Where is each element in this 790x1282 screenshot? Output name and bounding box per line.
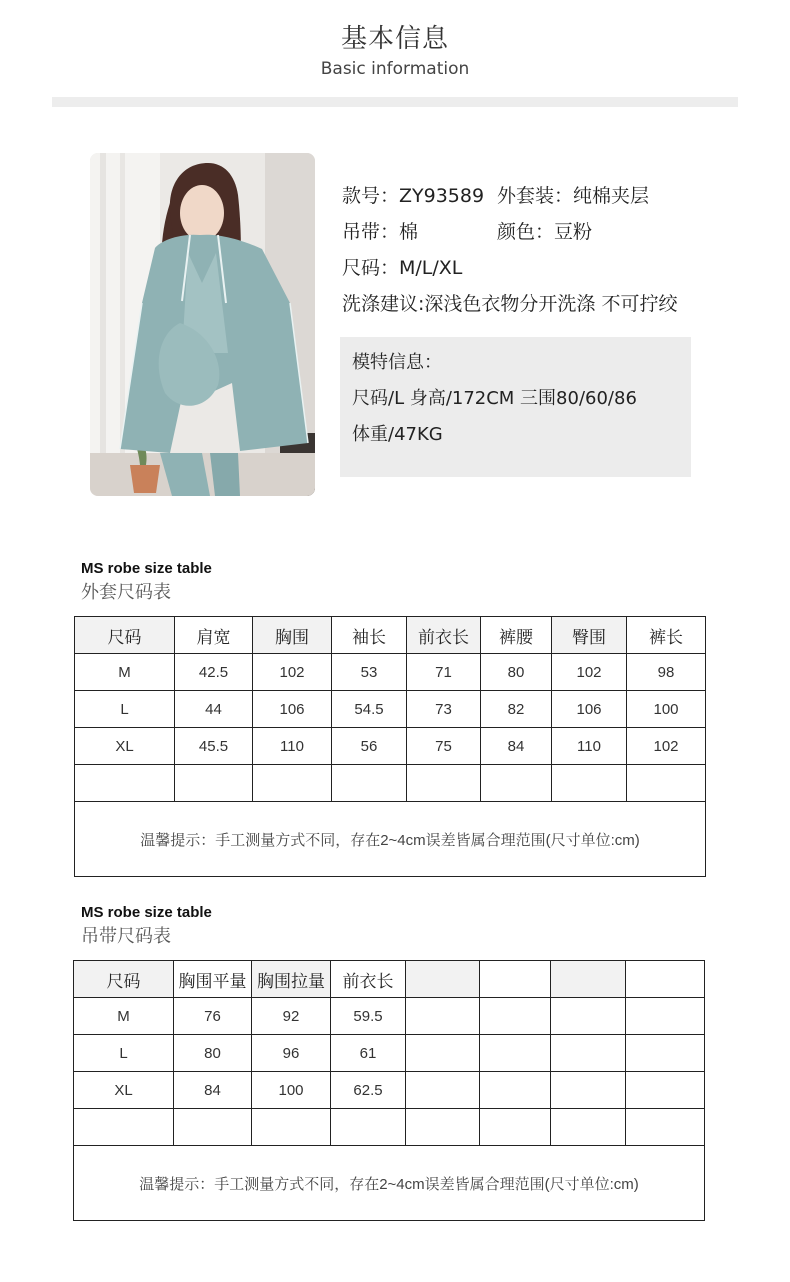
cell: 92 bbox=[252, 998, 331, 1035]
cell: 102 bbox=[552, 654, 627, 691]
table-row bbox=[74, 1072, 705, 1109]
info-row bbox=[342, 252, 677, 288]
table-header-row bbox=[74, 961, 705, 998]
cell: 84 bbox=[174, 1072, 252, 1109]
measurement-note: 温馨提示：手工测量方式不同，存在2~4cm误差皆属合理范围(尺寸单位:cm) bbox=[75, 802, 706, 877]
cell: 84 bbox=[481, 728, 552, 765]
header-empty bbox=[626, 961, 705, 998]
cell: XL bbox=[74, 1072, 174, 1109]
cell: 73 bbox=[407, 691, 481, 728]
cell: 106 bbox=[552, 691, 627, 728]
cell bbox=[551, 998, 626, 1035]
cell: 53 bbox=[332, 654, 407, 691]
cell: 76 bbox=[174, 998, 252, 1035]
table-title-en: MS robe size table bbox=[81, 904, 212, 921]
product-photo bbox=[90, 153, 315, 496]
cell: 54.5 bbox=[332, 691, 407, 728]
robe-size-table bbox=[74, 616, 706, 877]
header-chest-stretched: 胸围拉量 bbox=[252, 961, 331, 998]
cell bbox=[626, 998, 705, 1035]
header-hip: 臀围 bbox=[552, 617, 627, 654]
table-row-empty bbox=[75, 765, 706, 802]
cell bbox=[75, 765, 175, 802]
camisole-table-title bbox=[81, 904, 212, 948]
cell bbox=[406, 1109, 480, 1146]
cell: 44 bbox=[175, 691, 253, 728]
cell bbox=[175, 765, 253, 802]
header-empty bbox=[551, 961, 626, 998]
header-front-length: 前衣长 bbox=[407, 617, 481, 654]
cell bbox=[253, 765, 332, 802]
cell: 59.5 bbox=[331, 998, 406, 1035]
header-size: 尺码 bbox=[74, 961, 174, 998]
cell bbox=[74, 1109, 174, 1146]
camisole-material: 吊带：棉 bbox=[342, 221, 419, 243]
cell bbox=[252, 1109, 331, 1146]
cell: M bbox=[74, 998, 174, 1035]
header-empty bbox=[406, 961, 480, 998]
cell bbox=[406, 998, 480, 1035]
table-row bbox=[74, 1035, 705, 1072]
cell: 62.5 bbox=[331, 1072, 406, 1109]
model-info-box bbox=[340, 337, 691, 477]
cell: 96 bbox=[252, 1035, 331, 1072]
divider bbox=[52, 97, 738, 107]
style-number: 款号：ZY93589 bbox=[342, 185, 485, 207]
cell bbox=[626, 1072, 705, 1109]
cell bbox=[174, 1109, 252, 1146]
cell: 102 bbox=[253, 654, 332, 691]
cell bbox=[481, 765, 552, 802]
header-shoulder: 肩宽 bbox=[175, 617, 253, 654]
cell: L bbox=[75, 691, 175, 728]
cell: XL bbox=[75, 728, 175, 765]
model-measurements: 尺码/L 身高/172CM 三围80/60/86 bbox=[352, 388, 637, 409]
table-note-row bbox=[74, 1146, 705, 1221]
section-subtitle: Basic information bbox=[320, 59, 470, 79]
model-weight: 体重/47KG bbox=[352, 424, 443, 445]
cell bbox=[551, 1109, 626, 1146]
cell: 102 bbox=[627, 728, 706, 765]
section-header bbox=[0, 18, 790, 79]
cell bbox=[406, 1072, 480, 1109]
header-front-length: 前衣长 bbox=[331, 961, 406, 998]
washing-advice: 洗涤建议:深浅色衣物分开洗涤 不可拧绞 bbox=[342, 293, 678, 315]
cell bbox=[480, 1072, 551, 1109]
cell bbox=[480, 1035, 551, 1072]
cell: 82 bbox=[481, 691, 552, 728]
outer-material: 外套装：纯棉夹层 bbox=[497, 185, 650, 207]
cell bbox=[551, 1035, 626, 1072]
cell: 98 bbox=[627, 654, 706, 691]
table-note-row bbox=[75, 802, 706, 877]
table-row-empty bbox=[74, 1109, 705, 1146]
cell: 100 bbox=[252, 1072, 331, 1109]
header-pants-length: 裤长 bbox=[627, 617, 706, 654]
cell: 80 bbox=[481, 654, 552, 691]
cell bbox=[552, 765, 627, 802]
cell bbox=[627, 765, 706, 802]
cell: 80 bbox=[174, 1035, 252, 1072]
cell: 56 bbox=[332, 728, 407, 765]
cell bbox=[406, 1035, 480, 1072]
cell: 61 bbox=[331, 1035, 406, 1072]
info-row bbox=[342, 216, 677, 252]
table-title-en: MS robe size table bbox=[81, 560, 212, 577]
header-size: 尺码 bbox=[75, 617, 175, 654]
cell bbox=[551, 1072, 626, 1109]
cell: 106 bbox=[253, 691, 332, 728]
cell: M bbox=[75, 654, 175, 691]
section-title: 基本信息 bbox=[340, 24, 449, 54]
robe-table-title bbox=[81, 560, 212, 604]
cell: 75 bbox=[407, 728, 481, 765]
header-empty bbox=[480, 961, 551, 998]
color: 颜色：豆粉 bbox=[497, 221, 593, 243]
cell: 110 bbox=[552, 728, 627, 765]
info-row bbox=[342, 288, 677, 324]
table-row bbox=[75, 654, 706, 691]
camisole-size-table bbox=[73, 960, 705, 1221]
cell bbox=[626, 1109, 705, 1146]
model-info-title: 模特信息： bbox=[352, 352, 442, 373]
header-waist: 裤腰 bbox=[481, 617, 552, 654]
product-info bbox=[342, 180, 677, 324]
table-row bbox=[74, 998, 705, 1035]
cell bbox=[480, 998, 551, 1035]
cell: 71 bbox=[407, 654, 481, 691]
table-header-row bbox=[75, 617, 706, 654]
table-row bbox=[75, 691, 706, 728]
cell: L bbox=[74, 1035, 174, 1072]
cell: 45.5 bbox=[175, 728, 253, 765]
cell bbox=[332, 765, 407, 802]
header-chest-flat: 胸围平量 bbox=[174, 961, 252, 998]
cell: 42.5 bbox=[175, 654, 253, 691]
sizes: 尺码：M/L/XL bbox=[342, 257, 463, 279]
header-chest: 胸围 bbox=[253, 617, 332, 654]
cell bbox=[407, 765, 481, 802]
cell: 110 bbox=[253, 728, 332, 765]
cell bbox=[480, 1109, 551, 1146]
cell bbox=[331, 1109, 406, 1146]
table-row bbox=[75, 728, 706, 765]
header-sleeve: 袖长 bbox=[332, 617, 407, 654]
measurement-note: 温馨提示：手工测量方式不同，存在2~4cm误差皆属合理范围(尺寸单位:cm) bbox=[74, 1146, 705, 1221]
table-title-zh: 吊带尺码表 bbox=[81, 926, 171, 947]
cell: 100 bbox=[627, 691, 706, 728]
info-row bbox=[342, 180, 677, 216]
cell bbox=[626, 1035, 705, 1072]
table-title-zh: 外套尺码表 bbox=[81, 582, 171, 603]
